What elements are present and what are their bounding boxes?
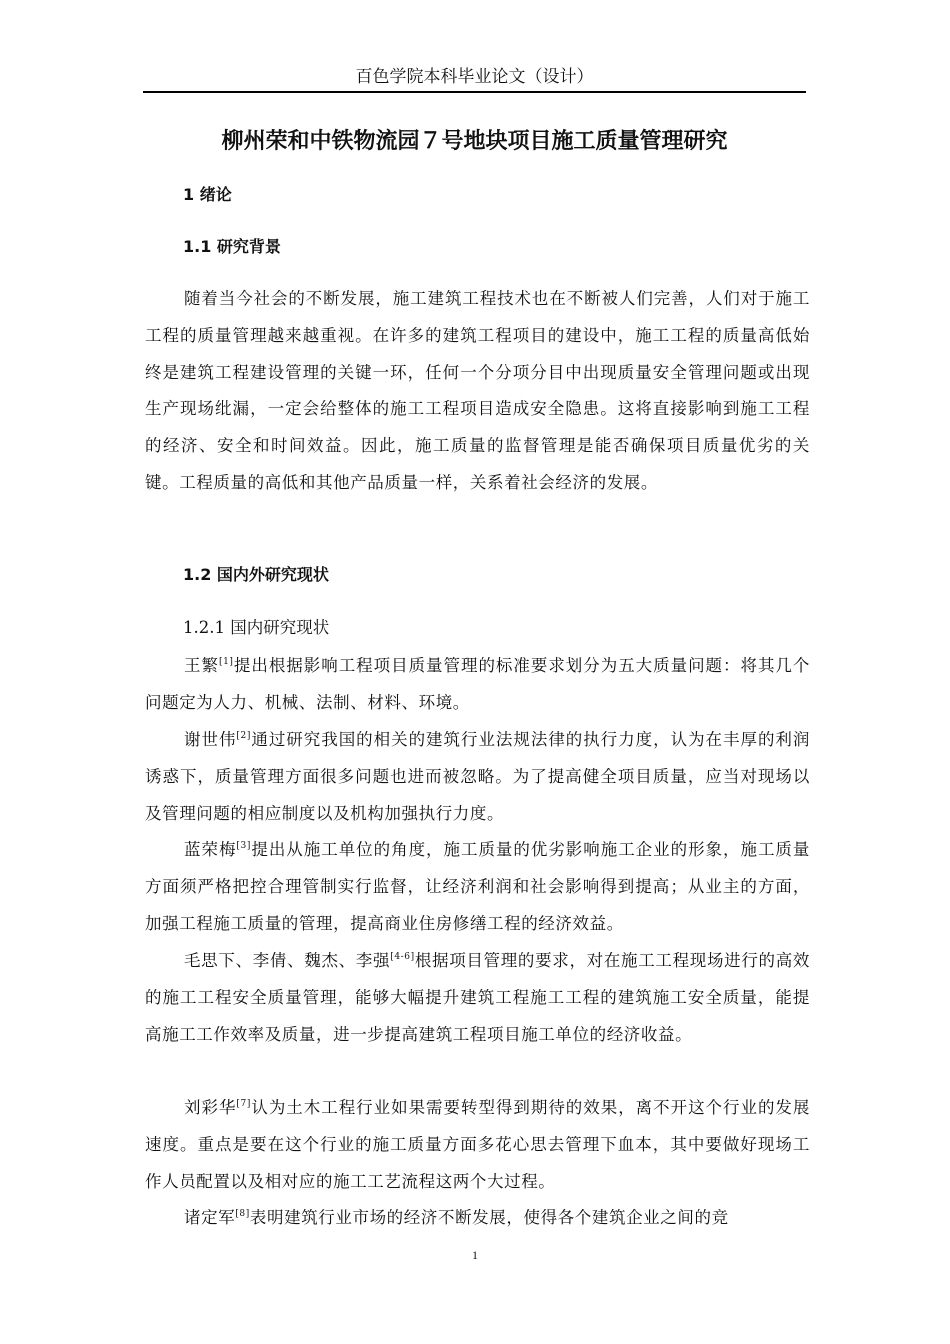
page-number: 1 [472,1248,478,1262]
paragraph-text: 提出从施工单位的角度，施工质量的优劣影响施工企业的形象，施工质量方面须严格把控合理管制实行监督，让经济利润和社会影响得到提高；从业主的方面，加强工程施工质量的管理，提高商业住房修缮工程的经济效益。 [145,840,810,933]
paragraph-liu-caihua [145,1090,810,1200]
paragraph-xie-shiwei [145,722,810,832]
heading-1-2-1: 1.2.1 国内研究现状 [183,618,330,637]
paragraph-text: 提出根据影响工程项目质量管理的标准要求划分为五大质量问题：将其几个问题定为人力、机械、法制、材料、环境。 [145,656,810,712]
paragraph-mao-sixia [145,943,810,1053]
citation: [4-6] [390,952,415,962]
citation: [7] [236,1099,251,1109]
paragraph-text: 根据项目管理的要求，对在施工工程现场进行的高效的施工工程安全质量管理，能够大幅提升建筑工程施工工程的建筑施工安全质量，能提高施工工作效率及质量，进一步提高建筑工程项目施工单位的经济收益。 [145,951,810,1044]
heading-1: 1 绪论 [183,185,232,204]
paragraph-text: 表明建筑行业市场的经济不断发展，使得各个建筑企业之间的竞 [249,1208,729,1227]
author: 王繁 [184,656,219,675]
paragraph-background: 随着当今社会的不断发展，施工建筑工程技术也在不断被人们完善，人们对于施工工程的质量管理越来越重视。在许多的建筑工程项目的建设中，施工工程的质量高低始终是建筑工程建设管理的关键一环，任何一个分项分目中出现质量安全管理问题或出现生产现场纰漏，一定会给整体的施工工程项目造成安全隐患。这将直接影响到施工工程的经济、安全和时间效益。因此，施工质量的监督管理是能否确保项目质量优劣的关键。工程质量的高低和其他产品质量一样，关系着社会经济的发展。 [145,289,810,492]
heading-1-2: 1.2 国内外研究现状 [183,565,329,584]
author: 谢世伟 [184,730,237,749]
heading-1-1: 1.1 研究背景 [183,237,281,256]
author: 刘彩华 [184,1098,237,1117]
author: 蓝荣梅 [184,840,237,859]
author: 毛思下、李倩、魏杰、李强 [184,951,391,970]
citation: [3] [236,841,251,851]
citation: [2] [236,731,251,741]
running-header: 百色学院本科毕业论文（设计） [355,67,594,87]
header-rule [143,91,806,93]
author: 诸定军 [184,1208,236,1227]
paragraph-text: 认为土木工程行业如果需要转型得到期待的效果，离不开这个行业的发展速度。重点是要在这个行业的施工质量方面多花心思去管理下血本，其中要做好现场工作人员配置以及相对应的施工工艺流程这两个大过程。 [145,1098,810,1191]
citation: [8] [235,1209,250,1219]
citation: [1] [218,657,234,667]
paragraph-lan-rongmei [145,832,810,942]
paragraph-wang-fan [145,648,810,722]
paragraph-text: 通过研究我国的相关的建筑行业法规法律的执行力度，认为在丰厚的利润诱惑下，质量管理方面很多问题也进而被忽略。为了提高健全项目质量，应当对现场以及管理问题的相应制度以及机构加强执行力度。 [145,730,810,823]
paragraph-zhu-dingjun [145,1200,810,1237]
paper-title: 柳州荣和中铁物流园７号地块项目施工质量管理研究 [221,129,728,154]
